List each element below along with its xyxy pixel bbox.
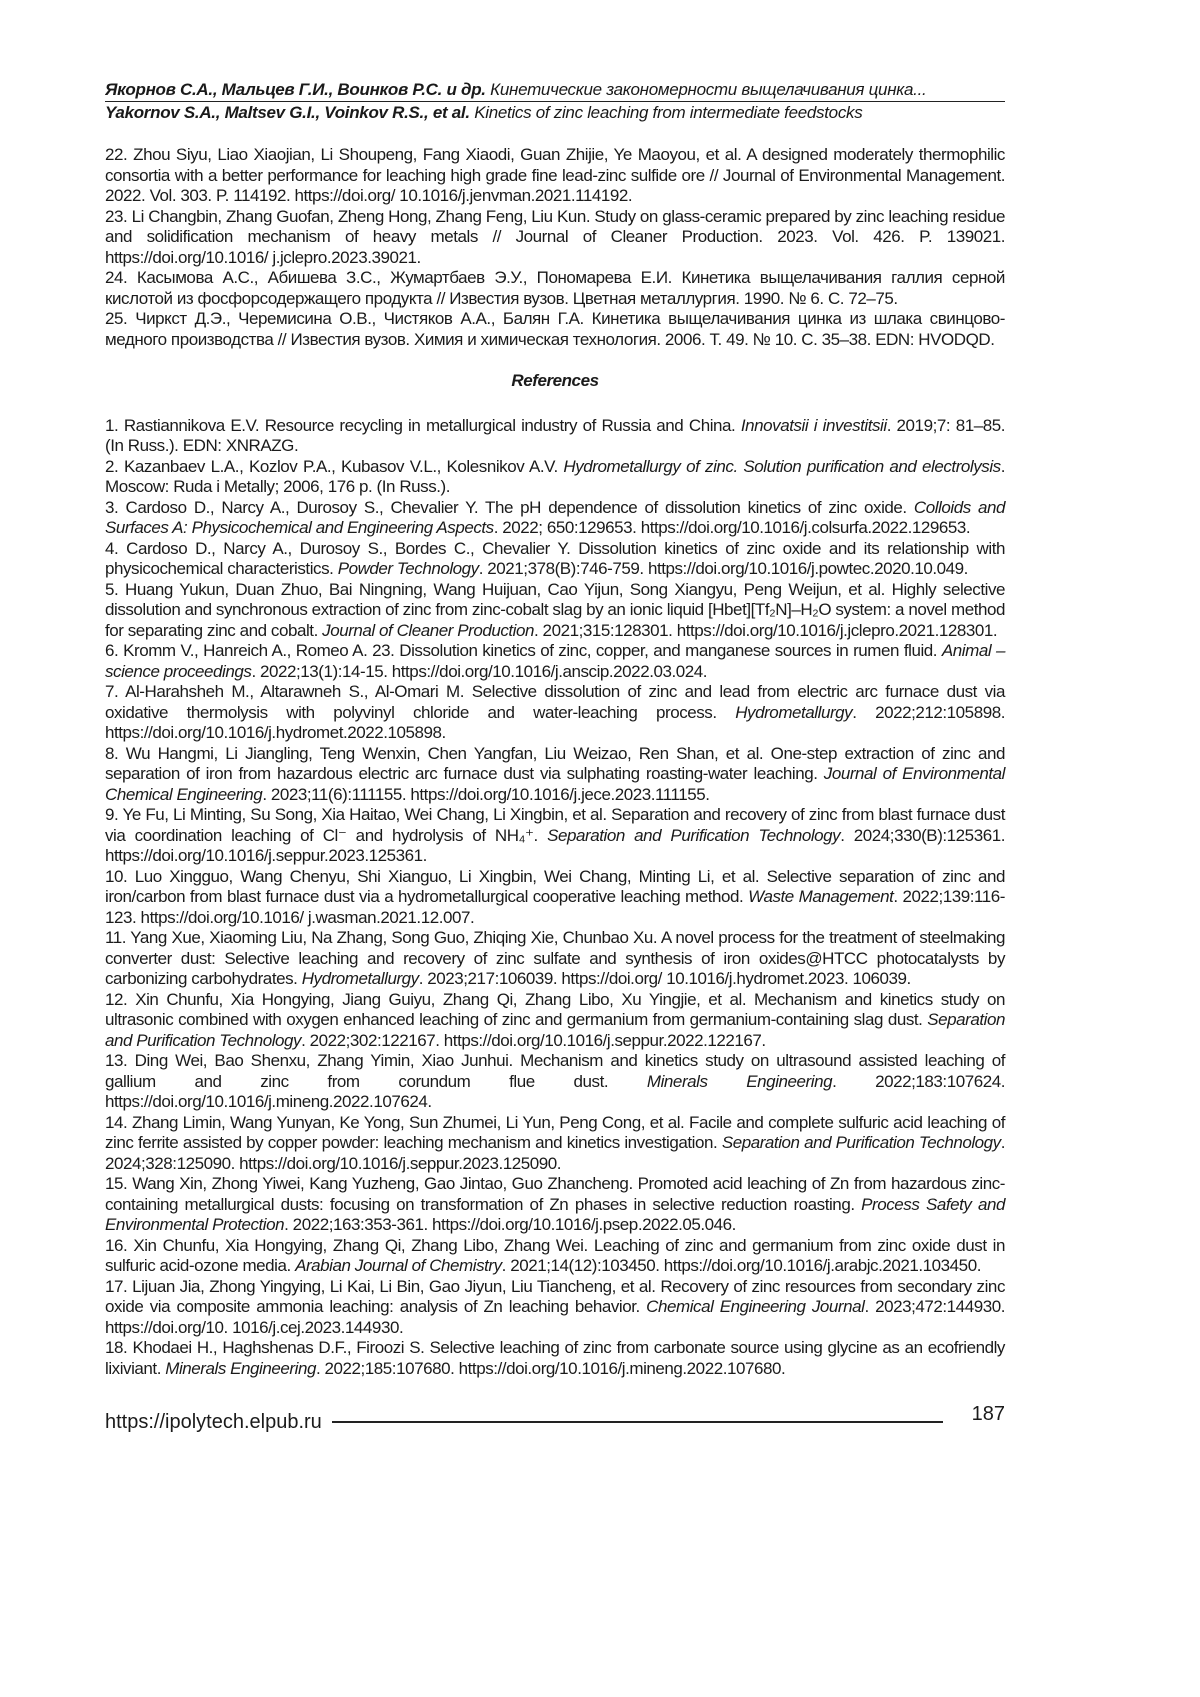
header-authors-english: Yakornov S.A., Maltsev G.I., Voinkov R.S., et al. — [105, 103, 470, 122]
reference-source: Process Safety and Environmental Protection — [105, 1194, 1005, 1234]
reference-text: Xin Chunfu, Xia Hongying, Zhang Qi, Zhang Libo, Zhang Wei. Leaching of zinc and germanium from zinc oxide dust in sulfuric acid-ozone media. — [105, 1235, 1005, 1275]
reference-text: Cardoso D., Narcy A., Durosoy S., Chevalier Y. The pH dependence of dissolution kinetics of zinc oxide. — [125, 497, 914, 517]
reference-number: 3. — [105, 497, 119, 517]
reference-number: 14. — [105, 1112, 128, 1132]
reference-details: . 2022;302:122167. https://doi.org/10.1016/j.seppur.2022.122167. — [301, 1030, 766, 1050]
reference-source: Hydrometallurgy — [735, 702, 853, 722]
reference-text: Luo Xingguo, Wang Chenyu, Shi Xianguo, Li Xingbin, Wei Chang, Minting Li, et al. Selective separation of zinc and iron/carbon from blast furnace dust via a hydrometallurgical cooperative leaching method. — [105, 866, 1006, 906]
reference-number: 12. — [105, 989, 128, 1009]
reference-source: Waste Management — [748, 887, 894, 906]
reference-details: . 2023;11(6):111155. https://doi.org/10.1016/j.jece.2023.111155. — [262, 784, 710, 804]
reference-item — [105, 580, 1005, 642]
reference-list — [105, 416, 1005, 1380]
reference-details: . 2022;212:105898. https://doi.org/10.1016/j.hydromet.2022.105898. — [105, 702, 1005, 742]
reference-number: 18. — [105, 1338, 128, 1357]
reference-source: Separation and Purification Technology — [547, 825, 841, 845]
reference-item — [105, 1174, 1005, 1236]
reference-item — [105, 641, 1005, 682]
reference-number: 17. — [105, 1276, 128, 1296]
reference-text: Ye Fu, Li Minting, Su Song, Xia Haitao, Wei Chang, Li Xingbin, et al. Separation and recovery of zinc from blast furnace dust via coordination leaching of Cl⁻ and hydrolysis of NH₄⁺. — [105, 805, 1005, 845]
reference-text: Cardoso D., Narcy A., Durosoy S., Bordes C., Chevalier Y. Dissolution kinetics of zinc oxide and its relationship with physicochemical characteristics. — [105, 538, 1005, 578]
page-number: 187 — [971, 1403, 1005, 1425]
reference-number: 23. — [105, 206, 128, 226]
reference-source: Chemical Engineering Journal — [646, 1297, 865, 1316]
reference-source: Separation and Purification Technology — [721, 1133, 1001, 1152]
reference-source: Separation and Purification Technology — [105, 1010, 1005, 1050]
reference-item — [105, 1338, 1005, 1379]
running-header-english — [105, 103, 1005, 122]
reference-number: 10. — [105, 866, 128, 886]
reference-item — [105, 1236, 1005, 1277]
reference-source: Powder Technology — [337, 559, 479, 578]
reference-text: Wu Hangmi, Li Jiangling, Teng Wenxin, Chen Yangfan, Liu Weizao, Ren Shan, et al. One-step extraction of zinc and separation of iron from hazardous electric arc furnace dust via sulphating roasting-water leaching. — [105, 743, 1005, 783]
reference-details: . 2022;139:116-123. https://doi.org/10.1016/ j.wasman.2021.12.007. — [105, 887, 1006, 927]
running-header-russian — [105, 80, 1005, 102]
reference-source: Arabian Journal of Chemistry — [295, 1256, 502, 1275]
reference-number: 15. — [105, 1174, 128, 1193]
reference-text: Xin Chunfu, Xia Hongying, Jiang Guiyu, Zhang Qi, Zhang Libo, Xu Yingjie, et al. Mechanism and kinetics study on ultrasonic combined with oxygen enhanced leaching of zinc and germanium from germanium-containing slag dust. — [105, 989, 1005, 1029]
reference-item — [105, 268, 1005, 309]
reference-details: . 2022;163:353-361. https://doi.org/10.1016/j.psep.2022.05.046. — [284, 1215, 736, 1234]
reference-details: . 2022;13(1):14-15. https://doi.org/10.1016/j.anscip.2022.03.024. — [251, 661, 708, 681]
reference-item — [105, 416, 1005, 457]
reference-number: 8. — [105, 743, 119, 763]
footer-rule — [332, 1421, 943, 1423]
reference-number: 2. — [105, 456, 119, 476]
page-footer — [105, 1403, 1005, 1434]
reference-source: Colloids and Surfaces A: Physicochemical and Engineering Aspects — [105, 497, 1005, 537]
reference-item — [105, 539, 1005, 580]
reference-item — [105, 1277, 1005, 1339]
reference-details: . 2024;330(B):125361. https://doi.org/10.1016/j.seppur.2023.125361. — [105, 825, 1005, 865]
reference-number: 25. — [105, 309, 128, 328]
reference-item — [105, 457, 1005, 498]
reference-details: . 2023;472:144930. https://doi.org/10. 1016/j.cej.2023.144930. — [105, 1297, 1005, 1337]
reference-source: Journal of Environmental Chemical Engineering — [105, 764, 1005, 804]
reference-item — [105, 1113, 1005, 1175]
reference-item — [105, 207, 1005, 269]
reference-number: 1. — [105, 415, 119, 435]
running-header — [105, 80, 1005, 122]
reference-text: Huang Yukun, Duan Zhuo, Bai Ningning, Wang Huijuan, Cao Yijun, Song Xiangyu, Peng Weijun, et al. Highly selective dissolution and synchronous extraction of zinc from zinc-cobalt slag by an ionic liquid [Hbet][Tf₂N]–H₂O system: a novel method for separating zinc and cobalt. — [105, 579, 1006, 640]
reference-number: 5. — [105, 579, 119, 599]
reference-details: . 2021;315:128301. https://doi.org/10.1016/j.jclepro.2021.128301. — [534, 620, 998, 640]
reference-item — [105, 928, 1005, 990]
reference-text: Zhou Siyu, Liao Xiaojian, Li Shoupeng, Fang Xiaodi, Guan Zhijie, Ye Maoyou, et al. A designed moderately thermophilic consortia with a better performance for leaching high grade fine lead-zinc sulfide ore // Journal of Environmental Management. 2022. Vol. 303. P. 114192. https://doi.org/ 10.1016/j.jenvman.2021.114192. — [105, 145, 1005, 205]
reference-details: . 2021;14(12):103450. https://doi.org/10.1016/j.arabjc.2021.103450. — [501, 1256, 981, 1275]
reference-text: Ding Wei, Bao Shenxu, Zhang Yimin, Xiao Junhui. Mechanism and kinetics study on ultrasound assisted leaching of gallium and zinc from corundum flue dust. — [105, 1051, 1005, 1091]
reference-source: Innovatsii i investitsii — [740, 415, 887, 435]
reference-item — [105, 309, 1005, 350]
reference-text: Kazanbaev L.A., Kozlov P.A., Kubasov V.L., Kolesnikov A.V. — [123, 456, 564, 476]
reference-source: Animal – science proceedings — [105, 641, 1005, 681]
reference-source: Minerals Engineering — [165, 1358, 316, 1378]
footer-url: https://ipolytech.elpub.ru — [105, 1411, 322, 1433]
reference-text: Wang Xin, Zhong Yiwei, Kang Yuzheng, Gao Jintao, Guo Zhancheng. Promoted acid leaching of Zn from hazardous zinc-containing metallurgical dusts: focusing on transformation of Zn phases in selective reduction roasting. — [105, 1174, 1005, 1214]
reference-details: . 2019;7: 81–85. (In Russ.). EDN: XNRAZG. — [105, 415, 1005, 455]
reference-source: Journal of Cleaner Production — [322, 620, 535, 640]
reference-details: . 2022;183:107624. https://doi.org/10.1016/j.mineng.2022.107624. — [105, 1071, 1005, 1111]
reference-number: 13. — [105, 1051, 128, 1070]
reference-details: . Moscow: Ruda i Metally; 2006, 176 p. (In Russ.). — [105, 456, 1005, 496]
reference-item — [105, 498, 1005, 539]
reference-number: 6. — [105, 641, 119, 660]
reference-item — [105, 682, 1005, 744]
header-authors-russian: Якорнов С.А., Мальцев Г.И., Воинков Р.С. и др. — [105, 80, 486, 99]
reference-list-russian — [105, 145, 1005, 350]
reference-source: Hydrometallurgy — [301, 969, 419, 988]
reference-text: Zhang Limin, Wang Yunyan, Ke Yong, Sun Zhumei, Li Yun, Peng Cong, et al. Facile and complete sulfuric acid leaching of zinc ferrite assisted by copper powder: leaching mechanism and kinetics investigation. — [105, 1112, 1005, 1152]
references-heading: References — [511, 370, 599, 390]
reference-number: 4. — [105, 538, 119, 558]
reference-item — [105, 145, 1005, 207]
reference-text: Lijuan Jia, Zhong Yingying, Li Kai, Li Bin, Gao Jiyun, Liu Tiancheng, et al. Recovery of zinc resources from secondary zinc oxide via composite ammonia leaching: analysis of Zn leaching behavior. — [105, 1276, 1005, 1316]
reference-text: Al-Harahsheh M., Altarawneh S., Al-Omari M. Selective dissolution of zinc and lead from electric arc furnace dust via oxidative thermolysis with polyvinyl chloride and water-leaching process. — [105, 682, 1006, 722]
page-content — [105, 145, 1005, 1434]
reference-source: Minerals Engineering — [646, 1071, 833, 1091]
reference-source: Hydrometallurgy of zinc. Solution purification and electrolysis — [563, 456, 1001, 476]
reference-details: . 2023;217:106039. https://doi.org/ 10.1016/j.hydromet.2023. 106039. — [418, 969, 911, 988]
reference-number: 16. — [105, 1235, 128, 1255]
header-title-russian: Кинетические закономерности выщелачивания цинка... — [490, 80, 927, 99]
reference-text: Rastiannikova E.V. Resource recycling in metallurgical industry of Russia and China. — [123, 415, 741, 435]
reference-text: Касымова А.С., Абишева З.С., Жумартбаев Э.У., Пономарева Е.И. Кинетика выщелачивания галлия серной кислотой из фосфорсодержащего продукта // Известия вузов. Цветная металлургия. 1990. № 6. С. 72–75. — [105, 268, 1005, 308]
reference-item — [105, 805, 1005, 867]
reference-details: . 2022;185:107680. https://doi.org/10.1016/j.mineng.2022.107680. — [315, 1358, 786, 1378]
reference-text: Чиркст Д.Э., Черемисина О.В., Чистяков А.А., Балян Г.А. Кинетика выщелачивания цинка из шлака свинцово-медного производства // Известия вузов. Химия и химическая технология. 2006. Т. 49. № 10. С. 35–38. EDN: HVODQD. — [105, 309, 1005, 349]
reference-details: . 2024;328:125090. https://doi.org/10.1016/j.seppur.2023.125090. — [105, 1133, 1005, 1173]
reference-number: 9. — [105, 805, 119, 824]
reference-number: 24. — [105, 268, 128, 287]
reference-details: . 2021;378(B):746-759. https://doi.org/10.1016/j.powtec.2020.10.049. — [478, 559, 968, 578]
reference-item — [105, 1051, 1005, 1113]
reference-number: 11. — [105, 928, 127, 947]
reference-item — [105, 744, 1005, 806]
reference-text: Kromm V., Hanreich A., Romeo A. 23. Dissolution kinetics of zinc, copper, and manganese sources in rumen fluid. — [123, 641, 942, 660]
reference-number: 22. — [105, 145, 128, 164]
reference-details: . 2022; 650:129653. https://doi.org/10.1016/j.colsurfa.2022.129653. — [493, 518, 971, 537]
header-title-english: Kinetics of zinc leaching from intermediate feedstocks — [474, 103, 863, 122]
reference-number: 7. — [105, 682, 119, 701]
reference-item — [105, 867, 1005, 929]
reference-text: Khodaei H., Haghshenas D.F., Firoozi S. Selective leaching of zinc from carbonate source using glycine as an ecofriendly lixiviant. — [105, 1338, 1005, 1378]
reference-item — [105, 990, 1005, 1052]
reference-text: Li Changbin, Zhang Guofan, Zheng Hong, Zhang Feng, Liu Kun. Study on glass-ceramic prepared by zinc leaching residue and solidification mechanism of heavy metals // Journal of Cleaner Production. 2023. Vol. 426. P. 139021. https://doi.org/10.1016/ j.jclepro.2023.39021. — [105, 206, 1005, 267]
reference-text: Yang Xue, Xiaoming Liu, Na Zhang, Song Guo, Zhiqing Xie, Chunbao Xu. A novel process for the treatment of steelmaking converter dust: Selective leaching and recovery of zinc sulfate and synthesis of iron oxides@HTCC photocatalysts by carbonizing carbohydrates. — [105, 928, 1005, 988]
